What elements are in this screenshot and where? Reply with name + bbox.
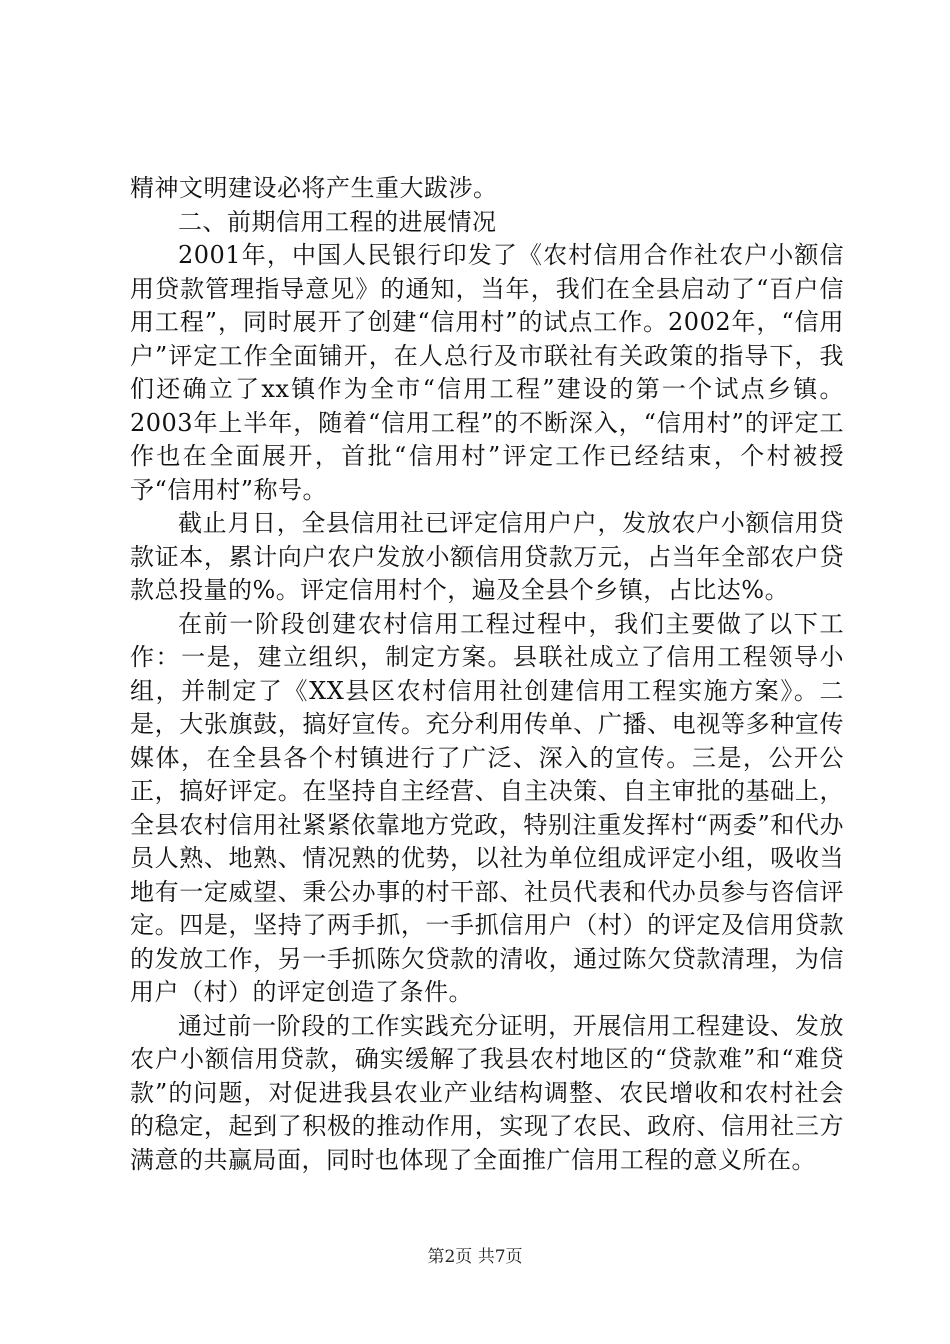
paragraph-work-done: 在前一阶段创建农村信用工程过程中，我们主要做了以下工作：一是，建立组织，制定方案。县联社成立了信用工程领导小组，并制定了《XX县区农村信用社创建信用工程实施方案》。二是，大张旗鼓，搞好宣传。充分利用传单、广播、电视等多种宣传媒体，在全县各个村镇进行了广泛、深入的宣传。三是，公开公正，搞好评定。在坚持自主经营、自主决策、自主审批的基础上，全县农村信用社紧紧依靠地方党政，特别注重发挥村“两委”和代办员人熟、地熟、情况熟的优势，以社为单位组成评定小组，吸收当地有一定威望、秉公办事的村干部、社员代表和代办员参与咨信评定。四是，坚持了两手抓，一手抓信用户（村）的评定及信用贷款的发放工作，另一手抓陈欠贷款的清收，通过陈欠贷款清理，为信用户（村）的评定创造了条件。 [130, 609, 844, 1006]
page-number-footer: 第2页 共7页 [427, 1247, 523, 1267]
paragraph-statistics: 截止月日，全县信用社已评定信用户户，发放农户小额信用贷款证本，累计向户农户发放小额信用贷款万元，占当年全部农户贷款总投量的%。评定信用村个，遍及全县个乡镇，占比达%。 [130, 509, 844, 604]
paragraph-continuation: 精神文明建设必将产生重大跋涉。 [130, 174, 498, 202]
section-heading: 二、前期信用工程的进展情况 [178, 207, 497, 236]
paragraph-conclusion: 通过前一阶段的工作实践充分证明，开展信用工程建设、发放农户小额信用贷款，确实缓解了我县农村地区的“贷款难”和“难贷款”的问题，对促进我县农业产业结构调整、农民增收和农村社会的稳定，起到了积极的推动作用，实现了农民、政府、信用社三方满意的共赢局面，同时也体现了全面推广信用工程的意义所在。 [130, 1011, 844, 1174]
paragraph-history: 2001年，中国人民银行印发了《农村信用合作社农户小额信用贷款管理指导意见》的通知，当年，我们在全县启动了“百户信用工程”，同时展开了创建“信用村”的试点工作。2002年，“信用户”评定工作全面铺开，在人总行及市联社有关政策的指导下，我们还确立了xx镇作为全市“信用工程”建设的第一个试点乡镇。2003年上半年，随着“信用工程”的不断深入，“信用村”的评定工作也在全面展开，首批“信用村”评定工作已经结束，个村被授予“信用村”称号。 [130, 241, 844, 504]
document-body [130, 172, 844, 1177]
